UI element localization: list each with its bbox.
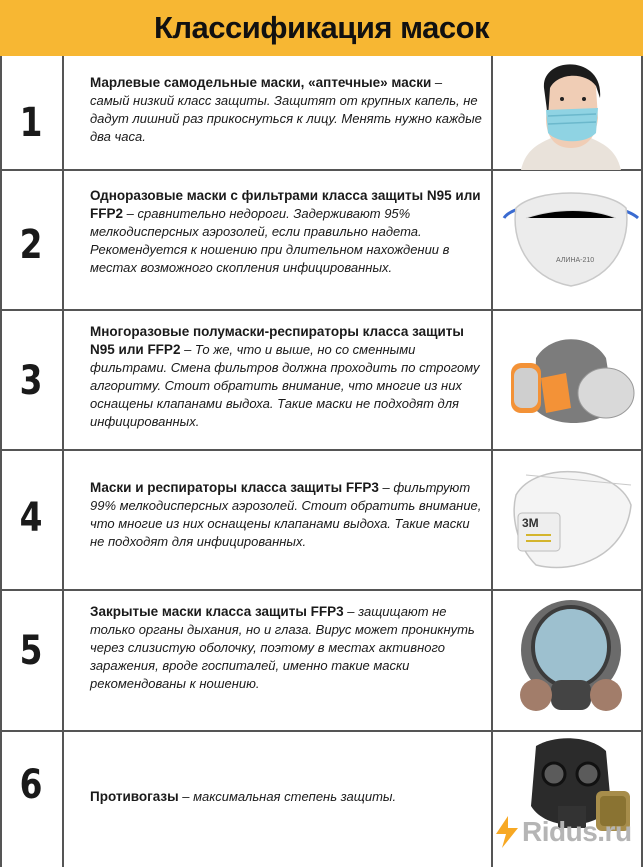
row-number: 3	[19, 358, 43, 404]
ridus-logo	[492, 812, 642, 852]
mask-description	[90, 74, 482, 146]
svg-text:АЛИНА-210: АЛИНА-210	[556, 257, 595, 264]
mask-details: – фильтруют 99% мелкодисперсных аэрозолей. Стоит обратить внимание, что многие из них оснащены клапанами выдоха. Такие маски не подходят для инфицированных.	[90, 480, 482, 549]
half-mask-respirator-photo	[496, 318, 643, 444]
mask-details: – максимальная степень защиты.	[178, 789, 397, 804]
mask-description	[90, 479, 482, 551]
mask-details: – То же, что и выше, но со сменными фильтрами. Смена фильтров должна проходить по строгому алгоритму. Стоит обратить внимание, что многие из них оснащены клапанами выдоха. Такие маски не подходят для инфицированных.	[90, 342, 480, 429]
mask-type: Маски и респираторы класса защиты FFP3	[90, 480, 379, 495]
ffp3-respirator-photo	[496, 455, 643, 585]
row-number: 5	[19, 628, 43, 674]
row-number: 4	[19, 495, 43, 541]
svg-text:3M: 3M	[522, 516, 539, 530]
logo-text: Ridus.ru	[522, 816, 632, 847]
mask-description	[90, 788, 482, 806]
mask-details: – самый низкий класс защиты. Защитят от крупных капель, не дадут лишний раз прикоснуться к лицу. Менять нужно каждые два часа.	[90, 75, 482, 144]
page-title: Классификация масок	[153, 10, 490, 45]
mask-type: Марлевые самодельные маски, «аптечные» маски	[90, 75, 432, 90]
lightning-icon	[494, 816, 520, 848]
row-number: 1	[19, 100, 43, 146]
disposable-respirator-photo	[496, 178, 643, 306]
mask-type: Многоразовые полумаски-респираторы класса защиты N95 или FFP2	[90, 324, 464, 357]
row-number: 2	[19, 222, 43, 268]
mask-type: Одноразовые маски с фильтрами класса защиты N95 или FFP2	[90, 188, 481, 221]
mask-details: – защищают не только органы дыхания, но и глаза. Вирус может проникнуть через слизистую оболочку, поэтому в местах активного заражения, вроде госпиталей, именно такие маски рекомендованы к ношению.	[90, 604, 475, 691]
surgical-mask-photo	[496, 58, 643, 170]
table-border	[0, 56, 2, 867]
full-face-mask-photo	[496, 595, 643, 728]
mask-type: Противогазы	[90, 789, 179, 804]
mask-description	[90, 323, 482, 431]
mask-details: – сравнительно недороги. Задерживают 95% мелкодисперсных аэрозолей, если правильно надета. Рекомендуется к ношению при длительном нахождении в местах возможного скопления инфицированных.	[90, 206, 450, 275]
mask-description	[90, 603, 482, 693]
row-number: 6	[19, 762, 43, 808]
column-divider	[491, 56, 493, 867]
mask-description	[90, 187, 482, 277]
mask-type: Закрытые маски класса защиты FFP3	[90, 604, 344, 619]
column-divider	[62, 56, 64, 867]
